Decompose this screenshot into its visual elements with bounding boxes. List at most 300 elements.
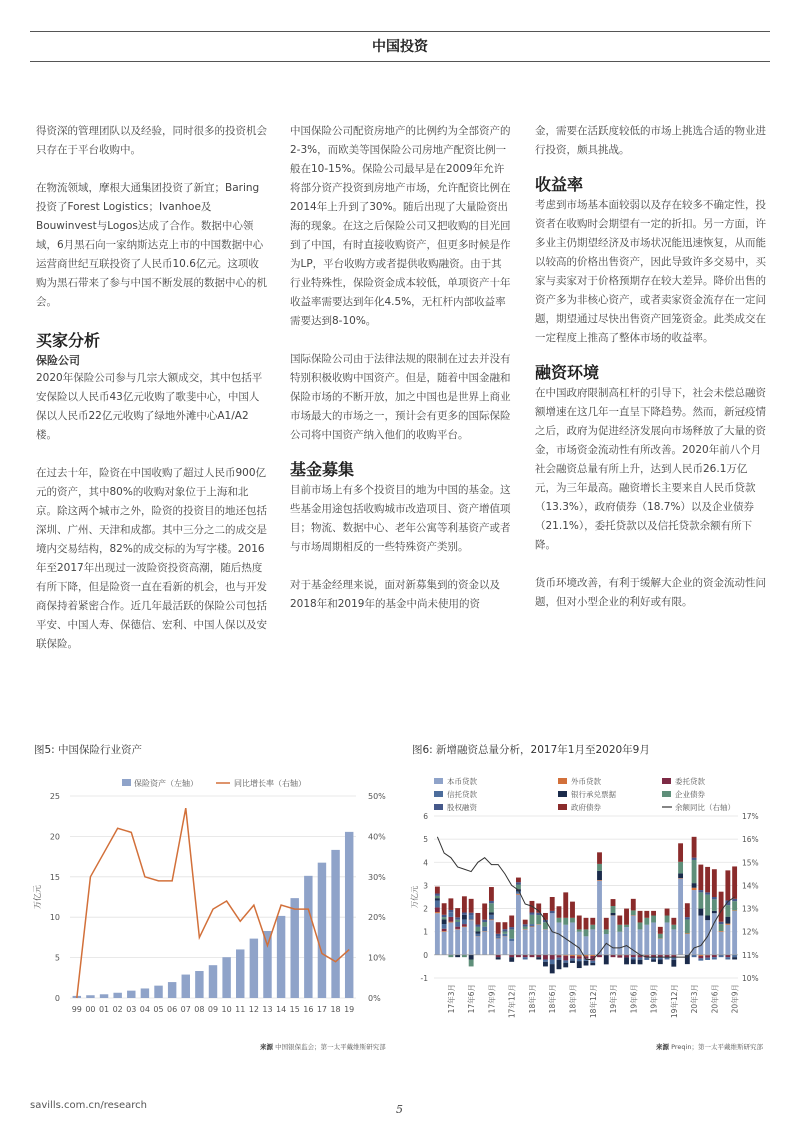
bar: [318, 863, 326, 998]
bar: [168, 982, 176, 998]
bar-segment: [462, 926, 467, 927]
bar-segment: [475, 925, 480, 927]
y-tick-label-right: 20%: [368, 913, 386, 923]
bar-segment: [671, 957, 676, 959]
bar-segment: [530, 926, 535, 927]
bar-segment: [570, 961, 575, 963]
bar-segment: [692, 837, 697, 858]
bar-segment: [617, 916, 622, 925]
bar-segment: [624, 909, 629, 925]
y-tick-label: 20: [49, 832, 60, 842]
bar: [250, 939, 258, 998]
paragraph: 在过去十年，险资在中国收购了超过人民币900亿元的资产，其中80%的收购对象位于上海和北京。除这两个城市之外，险资的投资目的地还包括深圳、广州、天津和成都。其中三分之二的成交是境内交易结构，82%的成交标的为写字楼。2016年至2017年出现过一波险资投资高潮，随后热度有所下降，但是险资一直在看新的机会，也与开发商保持着紧密合作。近几年最活跃的保险公司包括平安、中国人寿、保德信、宏利、中国人保以及安联保险。: [36, 467, 267, 650]
y-tick-label-right: 11%: [742, 950, 759, 960]
x-tick-label: 19年6月: [629, 984, 639, 1014]
bar-segment: [482, 927, 487, 932]
x-tick-label: 10: [221, 1005, 232, 1014]
x-tick-label: 17年9月: [487, 984, 497, 1014]
bar-segment: [705, 955, 710, 957]
bar-segment: [665, 922, 670, 954]
bar-segment: [651, 911, 656, 916]
y-tick-label-right: 16%: [742, 835, 759, 845]
bar-segment: [523, 924, 528, 926]
y-tick-label-right: 30%: [368, 872, 386, 882]
y-tick-label-right: 15%: [742, 858, 759, 868]
legend-label: 余额同比（右轴）: [675, 803, 735, 812]
bar: [113, 993, 121, 998]
y-tick-label-right: 14%: [742, 881, 759, 891]
bar-segment: [651, 959, 656, 961]
y-tick-label-right: 10%: [742, 974, 759, 983]
y-tick-label-right: 12%: [742, 927, 759, 937]
bar-segment: [543, 962, 548, 967]
bar-segment: [685, 903, 690, 917]
x-tick-label: 20年3月: [690, 984, 700, 1014]
bar-segment: [509, 941, 514, 955]
bar-segment: [455, 922, 460, 927]
bar-segment: [469, 959, 474, 966]
x-tick-label: 15: [289, 1005, 300, 1014]
bar-segment: [644, 911, 649, 918]
bar-segment: [563, 892, 568, 917]
legend-swatch: [558, 791, 567, 797]
bar-segment: [442, 917, 447, 919]
bar-segment: [631, 910, 636, 915]
bar-segment: [516, 955, 521, 957]
bar-segment: [563, 956, 568, 961]
x-tick-label: 00: [85, 1005, 96, 1014]
legend-label: 同比增长率（右轴）: [234, 779, 306, 788]
bar-segment: [543, 929, 548, 954]
x-tick-label: 14: [276, 1005, 287, 1014]
bar-segment: [563, 963, 568, 968]
bar-segment: [698, 909, 703, 916]
x-tick-label: 03: [126, 1005, 137, 1014]
bar-segment: [469, 920, 474, 955]
bar-segment: [584, 918, 589, 930]
bar: [222, 957, 230, 998]
y-tick-label: 6: [423, 812, 428, 821]
legend-label: 本币贷款: [447, 777, 477, 786]
legend-label: 委托贷款: [675, 777, 705, 786]
bar-segment: [604, 955, 609, 964]
bar-segment: [489, 901, 494, 903]
bar-segment: [442, 932, 447, 955]
bar-segment: [644, 925, 649, 955]
figure-5-title: 图5: 中国保险行业资产: [34, 744, 143, 756]
bar-segment: [570, 956, 575, 958]
bar-segment: [611, 955, 616, 957]
bar-segment: [503, 934, 508, 936]
paragraph: 在物流领域，摩根大通集团投资了新宜；Baring投资了Forest Logistics；Ivanhoe及Bouwinvest与Logos达成了合作。数据中心领域，6月黑石向一家纳斯达克上市的中国数据中心运营商世纪互联投资了人民币10.6亿元。这项收购为黑石带来了参与中国不断发展的数据中心的机会。: [36, 182, 267, 308]
y-tick-label: 1: [423, 927, 428, 937]
x-tick-label: 17年3月: [446, 984, 456, 1014]
bar-segment: [557, 955, 562, 957]
bar-segment: [678, 873, 683, 878]
figure-5-chart: [30, 762, 400, 1034]
bar-segment: [698, 865, 703, 890]
bar-segment: [509, 957, 514, 962]
bar-segment: [692, 883, 697, 888]
bar-segment: [732, 901, 737, 910]
bar-segment: [719, 924, 724, 931]
x-tick-label: 18年9月: [568, 984, 578, 1014]
x-tick-label: 19年9月: [649, 984, 659, 1014]
bar-segment: [462, 913, 467, 915]
bar-segment: [509, 916, 514, 928]
legend-swatch: [662, 791, 671, 797]
bar-segment: [617, 925, 622, 932]
bar: [141, 988, 149, 998]
x-tick-label: 02: [112, 1005, 123, 1014]
bar-segment: [516, 895, 521, 955]
bar-segment: [496, 939, 501, 955]
bar-segment: [658, 939, 663, 955]
y-tick-label: 5: [54, 953, 60, 963]
bar-segment: [475, 936, 480, 955]
bar-segment: [516, 878, 521, 883]
bar-segment: [509, 929, 514, 938]
bar-segment: [624, 957, 629, 964]
bar-segment: [698, 892, 703, 908]
bar-segment: [624, 955, 629, 957]
source-label: 来源: [656, 1043, 669, 1051]
bar-segment: [509, 939, 514, 941]
bar-segment: [536, 955, 541, 957]
bar-segment: [692, 955, 697, 957]
legend-label: 银行承兑票据: [571, 790, 616, 799]
figure-6-source: [656, 1042, 763, 1051]
section-heading-finance: 融资环境: [535, 363, 600, 382]
x-tick-label: 19: [344, 1005, 355, 1014]
section-heading-buyers: 买家分析: [36, 331, 101, 350]
x-tick-label: 18: [330, 1005, 341, 1014]
bar-segment: [611, 916, 616, 955]
bar-segment: [705, 916, 710, 921]
bar-segment: [448, 922, 453, 954]
bar-segment: [496, 957, 501, 959]
bar-segment: [516, 882, 521, 884]
bar-segment: [448, 910, 453, 912]
x-tick-label: 04: [139, 1005, 150, 1014]
paragraph: 得资深的管理团队以及经验，同时很多的投资机会只存在于平台收购中。: [36, 125, 267, 156]
source-text: 中国银保监会；第一太平戴维斯研究部: [275, 1043, 386, 1051]
bar-segment: [557, 918, 562, 923]
bar-segment: [482, 922, 487, 927]
bar-segment: [725, 924, 730, 925]
bar-segment: [712, 869, 717, 897]
paragraph: 金，需要在活跃度较低的市场上挑选合适的物业进行投资，颇具挑战。: [535, 125, 766, 156]
bar-segment: [638, 929, 643, 954]
bar-segment: [496, 922, 501, 934]
legend-label: 企业债券: [675, 790, 705, 799]
legend-label: 信托贷款: [447, 790, 477, 799]
bar-segment: [435, 898, 440, 900]
legend-label: 保险资产（左轴）: [134, 779, 198, 788]
bar-segment: [550, 955, 555, 960]
bar: [195, 971, 203, 998]
bar-segment: [685, 955, 690, 964]
header-rule-top: [30, 31, 770, 32]
bar: [304, 876, 312, 998]
bar-segment: [590, 963, 595, 965]
legend-swatch: [434, 791, 443, 797]
bar: [236, 949, 244, 998]
x-tick-label: 18年3月: [527, 984, 537, 1014]
bar-segment: [658, 927, 663, 934]
paragraph: 中国保险公司配资房地产的比例约为全部资产的2-3%，而欧美等国保险公司房地产配资比例一般在10-15%。保险公司最早是在2009年允许将部分资产投资到房地产市场，允许配资比例在2014年上升到了30%。随后出现了大量险资出海的现象。在这之后保险公司又把收购的目光回到了中国，有时直接收购资产，但更多时候是作为LP，平台收购方或者提供收购融资。由于其行业特殊性，保险资金成本较低，单项资产十年收益率需要达到年化4.5%，无杠杆内部收益率需要达到8-10%。: [290, 125, 511, 327]
bar-segment: [550, 911, 555, 913]
bar-segment: [712, 911, 717, 913]
bar-segment: [611, 906, 616, 913]
bar-segment: [462, 915, 467, 920]
y-tick-label: 5: [423, 835, 428, 845]
x-tick-label: 09: [207, 1005, 219, 1014]
bar-segment: [590, 918, 595, 925]
bar-segment: [584, 961, 589, 966]
bar-segment: [448, 898, 453, 910]
bar-segment: [638, 957, 643, 959]
y-tick-label-right: 10%: [368, 953, 386, 963]
bar-segment: [570, 918, 575, 923]
source-label: 来源: [260, 1043, 273, 1051]
bar-segment: [475, 934, 480, 936]
bar-segment: [543, 955, 548, 960]
bar-segment: [455, 927, 460, 929]
bar-segment: [665, 909, 670, 916]
paragraph: 对于基金经理来说，面对新募集到的资金以及2018年和2019年的基金中尚未使用的资: [290, 579, 500, 610]
bar-segment: [557, 906, 562, 918]
bar-segment: [496, 936, 501, 938]
bar-segment: [692, 888, 697, 890]
bar-segment: [678, 862, 683, 874]
y-tick-label: 0: [423, 950, 428, 960]
source-text: Preqin；第一太平戴维斯研究部: [671, 1043, 763, 1051]
bar-segment: [651, 916, 656, 923]
y-tick-label: 2: [423, 904, 428, 914]
bar-segment: [523, 955, 528, 957]
bar-segment: [523, 927, 528, 929]
bar-segment: [435, 900, 440, 907]
x-tick-label: 19年3月: [609, 984, 619, 1014]
bar-segment: [671, 918, 676, 925]
bar-segment: [435, 907, 440, 912]
bar-segment: [577, 916, 582, 930]
bar-segment: [732, 911, 737, 955]
bar-segment: [469, 915, 474, 920]
bar-segment: [523, 920, 528, 925]
bar-segment: [624, 925, 629, 927]
bar-segment: [597, 880, 602, 881]
paragraph: 在中国政府限制高杠杆的引导下，社会未偿总融资额增速在这几年一直呈下降趋势。然而，新冠疫情之后，政府为促进经济发展向市场释放了大量的资金，市场资金流动性有所改善。2020年前八个月社会融资总量有所上升，达到人民币26.1万亿元，为三年最高。融资增长主要来自人民币贷款（13.3%），政府债券（18.7%）以及企业债券（21.1%），委托贷款以及信托贷款余额有所下降。: [535, 387, 766, 551]
bar-segment: [563, 960, 568, 962]
y-tick-label-right: 40%: [368, 832, 386, 842]
bar: [127, 991, 135, 998]
bar-segment: [577, 959, 582, 961]
bar-segment: [732, 899, 737, 901]
bar-segment: [475, 927, 480, 932]
x-tick-label: 19年12月: [669, 984, 679, 1019]
bar-segment: [550, 913, 555, 955]
y-tick-label: -1: [420, 974, 428, 983]
bar-segment: [475, 931, 480, 933]
bar-segment: [725, 925, 730, 955]
bar-segment: [631, 955, 636, 957]
figure-5-source: [260, 1042, 386, 1051]
bar-segment: [530, 924, 535, 926]
bar-segment: [584, 929, 589, 936]
bar-segment: [448, 912, 453, 917]
bar-segment: [611, 899, 616, 906]
bar-segment: [644, 958, 649, 960]
bar-segment: [455, 908, 460, 917]
bar-segment: [462, 927, 467, 955]
bar-segment: [489, 920, 494, 955]
bar-segment: [523, 957, 528, 959]
bar-segment: [705, 920, 710, 955]
bar-segment: [482, 920, 487, 922]
x-tick-label: 11: [235, 1005, 246, 1014]
bar: [331, 850, 339, 998]
bar-segment: [442, 915, 447, 917]
bar-segment: [611, 913, 616, 915]
bar-segment: [557, 958, 562, 960]
bar-segment: [557, 922, 562, 954]
y-tick-label: 25: [49, 792, 60, 801]
bar-segment: [651, 922, 656, 954]
bar-segment: [503, 936, 508, 955]
bar-segment: [705, 895, 710, 916]
bar-segment: [435, 896, 440, 898]
x-tick-label: 07: [180, 1005, 191, 1014]
text-column-2: [290, 122, 512, 633]
x-tick-label: 08: [194, 1005, 205, 1014]
bar-segment: [617, 955, 622, 957]
bar-segment: [719, 892, 724, 922]
figure-6-chart: [408, 762, 772, 1034]
bar-segment: [550, 964, 555, 973]
legend-swatch: [662, 778, 671, 784]
bar-segment: [530, 955, 535, 957]
page-header-title: 中国投资: [372, 39, 428, 55]
legend-swatch: [434, 804, 443, 810]
bar-segment: [509, 955, 514, 957]
bar-segment: [671, 925, 676, 930]
bar-segment: [503, 922, 508, 929]
bar-segment: [435, 887, 440, 894]
y-tick-label: 4: [423, 858, 428, 868]
bar-segment: [496, 955, 501, 957]
bar-segment: [435, 894, 440, 896]
x-tick-label: 17: [316, 1005, 328, 1014]
bar: [277, 916, 285, 998]
bar-segment: [543, 913, 548, 920]
bar-segment: [725, 905, 730, 917]
bar: [345, 832, 353, 998]
bar-segment: [712, 897, 717, 899]
bar-segment: [455, 955, 460, 957]
x-tick-label: 05: [153, 1005, 164, 1014]
bar-segment: [469, 955, 474, 960]
bar-segment: [489, 903, 494, 912]
x-tick-label: 16: [303, 1005, 314, 1014]
bar-segment: [685, 934, 690, 955]
bar-segment: [462, 896, 467, 912]
x-tick-label: 17年6月: [467, 984, 477, 1014]
bar-segment: [692, 890, 697, 955]
bar-segment: [665, 916, 670, 923]
bar: [290, 898, 298, 998]
x-tick-label: 99: [71, 1005, 82, 1014]
bar-segment: [530, 927, 535, 955]
bar-segment: [462, 919, 467, 924]
bar-segment: [570, 902, 575, 918]
bar-segment: [644, 918, 649, 925]
legend-label: 外币贷款: [571, 777, 601, 786]
bar: [263, 931, 271, 998]
bar-segment: [448, 917, 453, 922]
text-column-3: [535, 122, 767, 631]
bar-segment: [448, 922, 453, 923]
x-tick-label: 13: [262, 1005, 273, 1014]
bar: [182, 975, 190, 998]
bar-segment: [712, 955, 717, 957]
bar-segment: [442, 931, 447, 932]
bar-segment: [442, 924, 447, 929]
y-axis-label: 万亿元: [410, 885, 419, 909]
bar-segment: [482, 903, 487, 919]
bar-segment: [732, 957, 737, 959]
footer-url[interactable]: savills.com.cn/research: [30, 1100, 147, 1111]
legend-swatch: [434, 778, 443, 784]
y-tick-label-right: 13%: [742, 904, 759, 914]
bar-segment: [638, 960, 643, 965]
bar-segment: [604, 918, 609, 930]
bar-segment: [631, 899, 636, 911]
bar-segment: [631, 957, 636, 959]
y-tick-label-right: 17%: [742, 812, 759, 821]
bar-segment: [698, 916, 703, 955]
bar-segment: [678, 878, 683, 954]
bar-segment: [462, 955, 467, 957]
bar-segment: [577, 961, 582, 968]
x-tick-label: 18年6月: [548, 984, 558, 1014]
bar-segment: [685, 917, 690, 919]
legend-swatch: [558, 778, 567, 784]
bar-segment: [442, 903, 447, 915]
section-heading-yield: 收益率: [535, 175, 584, 194]
paragraph: 考虑到市场基本面较弱以及存在较多不确定性，投资者在收购时会期望有一定的折扣。另一方面，许多业主仍期望经济及市场状况能迅速恢复，从而能以较高的价格出售资产，因此导致许多交易中，买家与卖家对于价格预期存在较大差异。降价出售的资产多为非核心资产，或者卖家资金流存在一定问题，期望通过尽快出售资产回笼资金。此类成交在一定程度上推高了整体市场的收益率。: [535, 199, 766, 344]
bar-segment: [435, 913, 440, 955]
bar-segment: [631, 959, 636, 964]
x-tick-label: 18年12月: [588, 984, 598, 1019]
bar-segment: [577, 929, 582, 931]
bar-segment: [705, 892, 710, 894]
bar-segment: [584, 936, 589, 955]
bar-segment: [624, 927, 629, 955]
bar-segment: [719, 932, 724, 955]
bar-segment: [462, 924, 467, 926]
bar-segment: [489, 915, 494, 920]
bar-segment: [725, 957, 730, 959]
bar-segment: [489, 919, 494, 920]
bar-segment: [489, 913, 494, 915]
bar-segment: [570, 958, 575, 960]
bar-segment: [725, 955, 730, 957]
bar-segment: [671, 960, 676, 967]
x-tick-label: 20年6月: [710, 984, 720, 1014]
bar-segment: [732, 866, 737, 898]
